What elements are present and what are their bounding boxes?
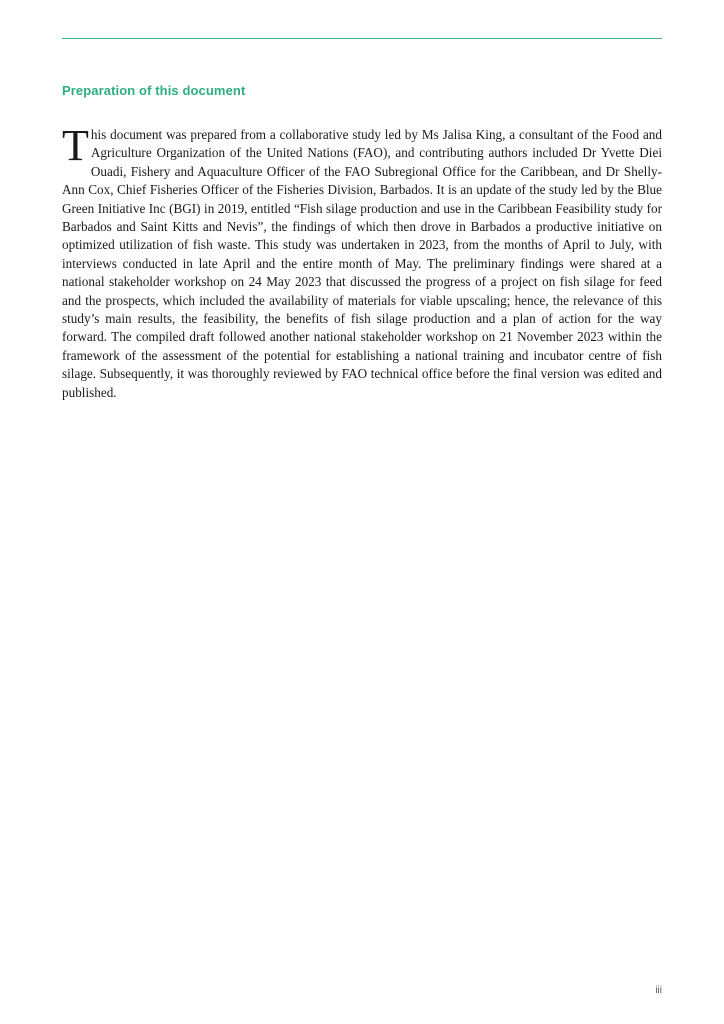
page-number: iii [655,985,662,996]
body-text: his document was prepared from a collaborative study led by Ms Jalisa King, a consultant of the Food and Agriculture Organization of the United Nations (FAO), and contributing authors included Dr Yvette Diei Ouadi, Fishery and Aquaculture Officer of the FAO Subregional Office for the Caribbean, and Dr Shelly-Ann Cox, Chief Fisheries Officer of the Fisheries Division, Barbados. It is an update of the study led by the Blue Green Initiative Inc (BGI) in 2019, entitled “Fish silage production and use in the Caribbean Feasibility study for Barbados and Saint Kitts and Nevis”, the findings of which then drove in Barbados a productive initiative on optimized utilization of fish waste. This study was undertaken in 2023, from the months of April to July, with interviews conducted in late April and the entire month of May. The preliminary findings were shared at a national stakeholder workshop on 24 May 2023 that discussed the progress of a project on fish silage for feed and the prospects, which included the availability of materials for viable upscaling; hence, the relevance of this study’s main results, the feasibility, the benefits of fish silage production and a plan of action for the way forward. The compiled draft followed another national stakeholder workshop on 21 November 2023 within the framework of the assessment of the potential for establishing a national training and incubator centre of fish silage. Subsequently, it was thoroughly reviewed by FAO technical office before the final version was edited and published. [62,127,662,400]
drop-cap: T [62,121,89,170]
body-paragraph [62,121,662,402]
section-title: Preparation of this document [62,83,246,98]
top-divider [62,38,662,39]
